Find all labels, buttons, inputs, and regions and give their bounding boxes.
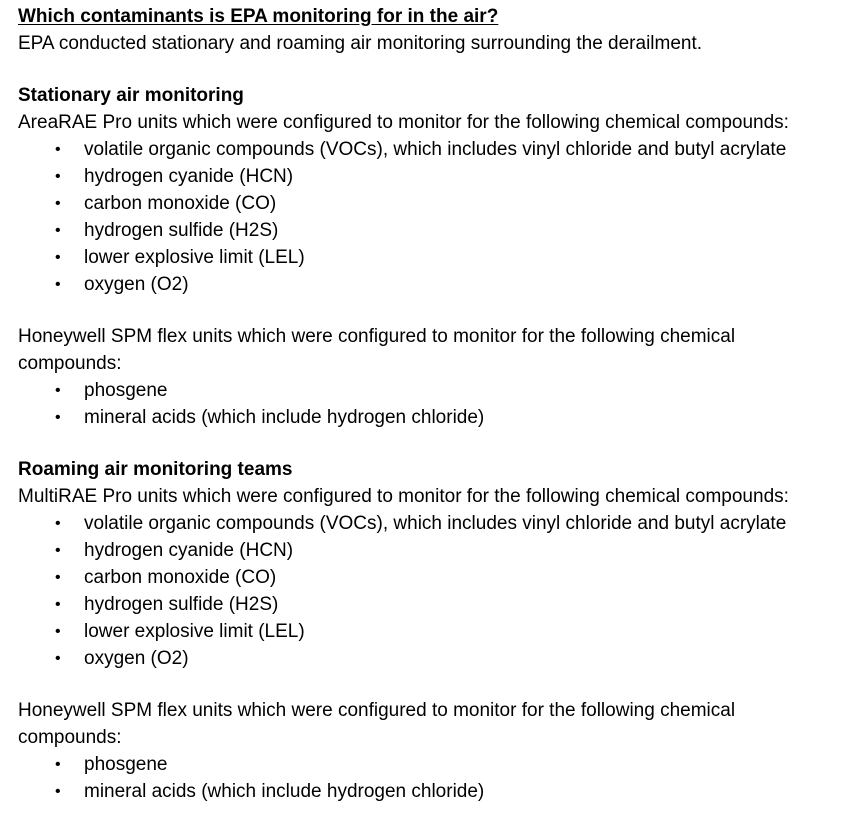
list-item: • volatile organic compounds (VOCs), which includes vinyl chloride and butyl acrylate xyxy=(18,510,856,537)
spacer xyxy=(18,672,856,697)
intro-paragraph: EPA conducted stationary and roaming air monitoring surrounding the derailment. xyxy=(18,33,703,54)
bullet-icon: • xyxy=(55,515,61,532)
bullet-icon: • xyxy=(55,382,61,399)
spacer xyxy=(18,298,856,323)
bullet-icon: • xyxy=(55,650,61,667)
group-intro: AreaRAE Pro units which were configured to monitor for the following chemical compounds: xyxy=(18,112,789,133)
group-intro: Honeywell SPM flex units which were configured to monitor for the following chemical compounds: xyxy=(18,326,736,374)
document-heading: Which contaminants is EPA monitoring for in the air? xyxy=(18,6,499,27)
bullet-icon: • xyxy=(55,249,61,266)
list-item: • volatile organic compounds (VOCs), which includes vinyl chloride and butyl acrylate xyxy=(18,136,856,163)
bullet-icon: • xyxy=(55,222,61,239)
bullet-icon: • xyxy=(55,783,61,800)
list-item: • mineral acids (which include hydrogen chloride) xyxy=(18,778,856,805)
list-item: • lower explosive limit (LEL) xyxy=(18,244,856,271)
list-item: • oxygen (O2) xyxy=(18,271,856,298)
list-item: • phosgene xyxy=(18,751,856,778)
list-item: • mineral acids (which include hydrogen chloride) xyxy=(18,404,856,431)
bullet-icon: • xyxy=(55,195,61,212)
spacer xyxy=(18,57,856,82)
document xyxy=(18,3,856,805)
group-intro: MultiRAE Pro units which were configured to monitor for the following chemical compounds: xyxy=(18,486,789,507)
list-item: • carbon monoxide (CO) xyxy=(18,190,856,217)
bullet-icon: • xyxy=(55,756,61,773)
list-item: • hydrogen cyanide (HCN) xyxy=(18,163,856,190)
compound-list xyxy=(18,510,856,672)
compound-list xyxy=(18,136,856,298)
list-item: • hydrogen sulfide (H2S) xyxy=(18,591,856,618)
bullet-icon: • xyxy=(55,168,61,185)
bullet-icon: • xyxy=(55,569,61,586)
bullet-icon: • xyxy=(55,276,61,293)
list-item: • phosgene xyxy=(18,377,856,404)
section-title-stationary: Stationary air monitoring xyxy=(18,85,244,106)
bullet-icon: • xyxy=(55,542,61,559)
bullet-icon: • xyxy=(55,409,61,426)
bullet-icon: • xyxy=(55,623,61,640)
compound-list xyxy=(18,377,856,431)
bullet-icon: • xyxy=(55,596,61,613)
compound-list xyxy=(18,751,856,805)
bullet-icon: • xyxy=(55,141,61,158)
spacer xyxy=(18,431,856,456)
section-title-roaming: Roaming air monitoring teams xyxy=(18,459,293,480)
list-item: • carbon monoxide (CO) xyxy=(18,564,856,591)
list-item: • hydrogen sulfide (H2S) xyxy=(18,217,856,244)
list-item: • hydrogen cyanide (HCN) xyxy=(18,537,856,564)
list-item: • oxygen (O2) xyxy=(18,645,856,672)
group-intro: Honeywell SPM flex units which were configured to monitor for the following chemical compounds: xyxy=(18,700,736,748)
list-item: • lower explosive limit (LEL) xyxy=(18,618,856,645)
